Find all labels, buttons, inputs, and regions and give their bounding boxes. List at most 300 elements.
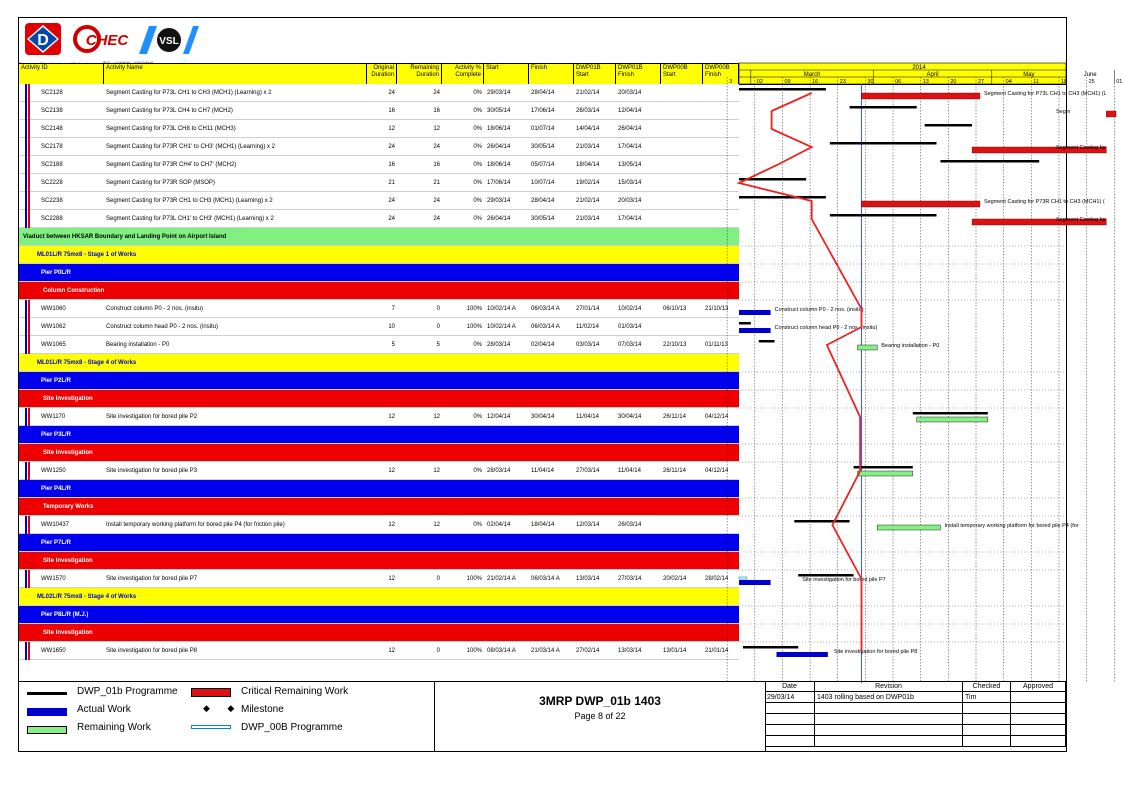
cell-rd: 24 bbox=[433, 198, 440, 204]
cell-f0 bbox=[705, 210, 739, 228]
cell-name: Segment Casting for P73R CH1 to CH3 (MCH1) (Learning) x 2 bbox=[106, 198, 273, 204]
cell-od: 21 bbox=[388, 180, 395, 186]
group-title: Site Investigation bbox=[43, 450, 93, 456]
group-title: Site Investigation bbox=[43, 396, 93, 402]
actual-work-bar bbox=[777, 652, 828, 657]
cell-start: 30/05/14 bbox=[487, 108, 511, 114]
group-title: Pier P3L/R bbox=[41, 432, 72, 438]
group-title: ML01L/R 75mx8 - Stage 1 of Works bbox=[37, 252, 137, 258]
cell-name: Install temporary working platform for bored pile P4 (for friction pile) bbox=[106, 522, 285, 528]
rev-header-revision: Revision bbox=[815, 681, 963, 692]
cell-pct: 100% bbox=[466, 324, 482, 330]
row-level-marker bbox=[25, 84, 27, 102]
gantt-bar-label: Site investigation for bored pile P8 bbox=[833, 649, 918, 655]
cell-f1: 17/04/14 bbox=[618, 216, 642, 222]
cell-start: 12/04/14 bbox=[487, 414, 511, 420]
row-level-marker bbox=[28, 120, 30, 138]
rev-empty-cell bbox=[815, 714, 963, 725]
cell-s0: 22/10/13 bbox=[663, 342, 687, 348]
rev-empty-cell bbox=[765, 703, 815, 714]
legend-actual-label: Actual Work bbox=[77, 704, 131, 715]
group-title: Pier P0L/R bbox=[41, 270, 72, 276]
dwp01b-bar bbox=[830, 142, 937, 145]
cell-s0 bbox=[663, 138, 703, 156]
dwp01b-bar bbox=[940, 160, 1039, 163]
cell-f1: 13/03/14 bbox=[618, 648, 642, 654]
cell-name: Site investigation for bored pile P3 bbox=[106, 468, 198, 474]
group-header-row[interactable] bbox=[19, 246, 739, 264]
cell-pct: 0% bbox=[473, 198, 482, 204]
cell-s1: 27/03/14 bbox=[576, 468, 600, 474]
cell-s1: 12/03/14 bbox=[576, 522, 600, 528]
timescale-week: 27 bbox=[978, 79, 985, 85]
group-header-row[interactable] bbox=[19, 534, 739, 552]
cell-pct: 100% bbox=[466, 576, 482, 582]
table-row[interactable] bbox=[19, 318, 739, 336]
cell-s1: 11/04/14 bbox=[576, 414, 599, 420]
row-level-marker bbox=[28, 138, 30, 156]
cell-id: SC2188 bbox=[41, 162, 63, 168]
cell-finish: 28/04/14 bbox=[531, 198, 555, 204]
gantt-bar-label: Construct column P0 - 2 nos. (insitu) bbox=[774, 307, 864, 313]
table-row[interactable] bbox=[19, 138, 739, 156]
cell-s1: 21/03/14 bbox=[576, 144, 600, 150]
timescale-week: 23 bbox=[839, 79, 846, 85]
cell-rd: 16 bbox=[433, 162, 440, 168]
col-activity-name[interactable]: Activity Name bbox=[104, 64, 367, 84]
cell-finish: 06/03/14 A bbox=[531, 576, 560, 582]
timescale-week: 18 bbox=[1060, 79, 1068, 85]
rev-empty-cell bbox=[1011, 714, 1066, 725]
legend-remaining-swatch bbox=[27, 726, 67, 734]
cell-start: 29/03/14 bbox=[487, 90, 511, 96]
table-row[interactable] bbox=[19, 570, 739, 588]
cell-s1: 18/04/14 bbox=[576, 162, 600, 168]
col-finish[interactable]: Finish bbox=[529, 64, 574, 84]
timescale-week: 06 bbox=[895, 79, 902, 85]
cell-od: 12 bbox=[388, 522, 395, 528]
cell-start: 28/03/14 bbox=[487, 468, 511, 474]
legend-dwp01b-swatch bbox=[27, 692, 67, 695]
group-title: Pier P7L/R bbox=[41, 540, 72, 546]
cell-name: Segment Casting for P73R CH4' to CH7' (MCH2) bbox=[106, 162, 237, 168]
rev-empty-cell bbox=[765, 714, 815, 725]
cell-s0: 06/10/13 bbox=[663, 306, 687, 312]
cell-s0: 13/01/14 bbox=[663, 648, 687, 654]
milestone-icon: ◆ ◆ bbox=[203, 703, 235, 713]
cell-f1: 07/03/14 bbox=[618, 342, 642, 348]
cell-pct: 0% bbox=[473, 90, 482, 96]
cell-f1: 17/04/14 bbox=[618, 144, 642, 150]
dwp01b-bar bbox=[913, 412, 988, 415]
table-row[interactable] bbox=[19, 642, 739, 660]
cell-id: WW10437 bbox=[41, 522, 70, 528]
page-number: Page 8 of 22 bbox=[574, 711, 626, 721]
cell-f1: 11/04/14 bbox=[618, 468, 641, 474]
cell-s1: 27/02/14 bbox=[576, 648, 600, 654]
cell-od: 16 bbox=[388, 162, 395, 168]
group-header-row[interactable] bbox=[19, 588, 739, 606]
cell-f0 bbox=[705, 138, 739, 156]
row-level-marker bbox=[28, 408, 30, 426]
dwp01b-bar bbox=[759, 340, 775, 343]
gantt-bar-label: Segment Casting for bbox=[1056, 217, 1107, 223]
group-header-row[interactable] bbox=[19, 624, 739, 642]
cell-id: SC2288 bbox=[41, 216, 63, 222]
row-level-marker bbox=[28, 516, 30, 534]
table-row[interactable] bbox=[19, 84, 739, 102]
table-row[interactable] bbox=[19, 462, 739, 480]
dragages-logo bbox=[23, 21, 63, 57]
cell-s1: 19/02/14 bbox=[576, 180, 600, 186]
rev-header-date: Date bbox=[765, 681, 815, 692]
cell-finish: 30/05/14 bbox=[531, 144, 555, 150]
cell-s1: 26/03/14 bbox=[576, 108, 600, 114]
cell-id: SC2228 bbox=[41, 180, 63, 186]
cell-id: WW1170 bbox=[41, 414, 66, 420]
rev-header-checked: Checked bbox=[963, 681, 1011, 692]
table-row[interactable] bbox=[19, 156, 739, 174]
remaining-work-bar bbox=[917, 417, 988, 422]
rev-empty-cell bbox=[1011, 725, 1066, 736]
cell-id: WW1060 bbox=[41, 306, 66, 312]
timescale-week: 16 bbox=[812, 79, 819, 85]
remaining-work-bar bbox=[858, 345, 878, 350]
col-dwp01b-finish[interactable]: DWP01B Finish bbox=[616, 64, 661, 84]
table-row[interactable] bbox=[19, 336, 739, 354]
svg-text:VSL: VSL bbox=[159, 36, 179, 47]
col-percent-complete[interactable]: Activity % Complete bbox=[442, 64, 484, 84]
cell-name: Segment Casting for P73R SOP (MSOP) bbox=[106, 180, 215, 186]
row-level-marker bbox=[25, 138, 27, 156]
cell-finish: 28/04/14 bbox=[531, 90, 555, 96]
cell-name: Segment Casting for P73L CH8 to CH11 (MCH3) bbox=[106, 126, 236, 132]
row-level-marker bbox=[28, 192, 30, 210]
group-header-row[interactable] bbox=[19, 228, 739, 246]
cell-name: Site investigation for bored pile P7 bbox=[106, 576, 198, 582]
timescale-month: June bbox=[1083, 72, 1097, 78]
rev-empty-cell bbox=[815, 725, 963, 736]
table-row[interactable] bbox=[19, 300, 739, 318]
row-level-marker bbox=[25, 642, 27, 660]
table-row[interactable] bbox=[19, 192, 739, 210]
dwp01b-bar bbox=[830, 214, 937, 217]
cell-pct: 0% bbox=[473, 162, 482, 168]
timescale-month: March bbox=[803, 72, 821, 78]
timescale-month: April bbox=[926, 72, 939, 78]
cell-id: WW1065 bbox=[41, 342, 66, 348]
table-row[interactable] bbox=[19, 102, 739, 120]
cell-od: 7 bbox=[391, 306, 395, 312]
cell-od: 12 bbox=[388, 648, 395, 654]
row-level-marker bbox=[25, 120, 27, 138]
group-title: Pier P2L/R bbox=[41, 378, 72, 384]
cell-f1: 10/02/14 bbox=[618, 306, 642, 312]
row-level-marker bbox=[25, 156, 27, 174]
cell-f0 bbox=[705, 174, 739, 192]
cell-start: 10/02/14 A bbox=[487, 306, 516, 312]
gantt-bar-label: Bearing installation - P0 bbox=[881, 343, 940, 349]
cell-s1: 21/02/14 bbox=[576, 198, 600, 204]
col-dwp00b-start[interactable]: DWP00B Start bbox=[661, 64, 703, 84]
cell-rd: 24 bbox=[433, 216, 440, 222]
rev-checked: Tim bbox=[963, 692, 1011, 703]
col-activity-id[interactable]: Activity ID bbox=[19, 64, 104, 84]
cell-f1: 20/03/14 bbox=[618, 90, 642, 96]
group-title: Viaduct between HKSAR Boundary and Landing Point on Airport Island bbox=[23, 234, 227, 240]
cell-pct: 0% bbox=[473, 522, 482, 528]
col-dwp01b-start[interactable]: DWP01B Start bbox=[574, 64, 616, 84]
cell-od: 5 bbox=[391, 342, 395, 348]
gantt-bar-label: Segment Casting for P73R CH1 to CH3 (MCH1) ( bbox=[983, 199, 1105, 205]
group-header-row[interactable] bbox=[19, 354, 739, 372]
cell-finish: 21/03/14 A bbox=[531, 648, 560, 654]
rev-empty-cell bbox=[963, 714, 1011, 725]
actual-work-bar bbox=[739, 580, 771, 585]
timescale-week: 04 bbox=[1005, 79, 1012, 85]
cell-s1: 21/02/14 bbox=[576, 90, 600, 96]
row-level-marker bbox=[25, 300, 27, 318]
schedule-page bbox=[18, 17, 1123, 752]
col-dwp00b-finish[interactable]: DWP00B Finish bbox=[703, 64, 739, 84]
cell-start: 18/06/14 bbox=[487, 162, 511, 168]
dwp01b-bar bbox=[739, 322, 751, 325]
cell-f1: 26/03/14 bbox=[618, 522, 642, 528]
svg-text:D: D bbox=[37, 32, 49, 49]
group-header-row[interactable] bbox=[19, 498, 739, 516]
gantt-bar-label: Site investigation for bored pile P7 bbox=[802, 577, 886, 583]
gantt-bar-label: Install temporary working platform for bored pile P4 (for bbox=[944, 523, 1079, 529]
timescale-week: 01 bbox=[1116, 79, 1123, 85]
row-level-marker bbox=[28, 174, 30, 192]
cell-od: 12 bbox=[388, 414, 395, 420]
actual-work-bar bbox=[739, 328, 771, 333]
cell-start: 28/03/14 bbox=[487, 342, 511, 348]
rev-approved bbox=[1011, 692, 1066, 703]
rev-empty-cell bbox=[815, 703, 963, 714]
timescale-week: 20 bbox=[950, 79, 957, 85]
rev-empty-cell bbox=[1011, 736, 1066, 747]
row-level-marker bbox=[25, 516, 27, 534]
cell-f0: 28/02/14 bbox=[705, 576, 729, 582]
timescale-week: 30 bbox=[867, 79, 874, 85]
cell-pct: 100% bbox=[466, 306, 482, 312]
cell-f1: 12/04/14 bbox=[618, 108, 642, 114]
rev-header-approved: Approved bbox=[1011, 681, 1066, 692]
cell-f1: 30/04/14 bbox=[618, 414, 642, 420]
cell-pct: 0% bbox=[473, 468, 482, 474]
row-level-marker bbox=[28, 102, 30, 120]
row-level-marker bbox=[28, 570, 30, 588]
group-title: Pier P4L/R bbox=[41, 486, 72, 492]
cell-name: Site investigation for bored pile P8 bbox=[106, 648, 198, 654]
cell-start: 18/06/14 bbox=[487, 126, 511, 132]
cell-finish: 30/05/14 bbox=[531, 216, 555, 222]
group-header-row[interactable] bbox=[19, 282, 739, 300]
cell-f0: 21/01/14 bbox=[705, 648, 729, 654]
row-level-marker bbox=[28, 210, 30, 228]
rev-empty-cell bbox=[765, 736, 815, 747]
legend-dwp00b-label: DWP_00B Programme bbox=[241, 722, 343, 733]
cell-s1: 14/04/14 bbox=[576, 126, 600, 132]
remaining-work-bar bbox=[877, 525, 940, 530]
cell-f0 bbox=[705, 318, 739, 336]
row-level-marker bbox=[25, 462, 27, 480]
cell-f1: 27/03/14 bbox=[618, 576, 642, 582]
cell-od: 24 bbox=[388, 216, 395, 222]
cell-pct: 0% bbox=[473, 414, 482, 420]
table-row[interactable] bbox=[19, 516, 739, 534]
cell-name: Segment Casting for P73L CH4 to CH7 (MCH2) bbox=[106, 108, 233, 114]
cell-f0: 04/12/14 bbox=[705, 414, 729, 420]
cell-id: SC2238 bbox=[41, 198, 63, 204]
cell-s0 bbox=[663, 102, 703, 120]
gantt-bar-label: Segm bbox=[1056, 109, 1071, 115]
cell-f1: 15/03/14 bbox=[618, 180, 642, 186]
cell-f0 bbox=[705, 84, 739, 102]
row-level-marker bbox=[28, 642, 30, 660]
rev-empty-cell bbox=[765, 725, 815, 736]
cell-pct: 0% bbox=[473, 144, 482, 150]
cell-s0: 26/11/14 bbox=[663, 468, 686, 474]
cell-finish: 10/07/14 bbox=[531, 180, 555, 186]
dwp00b-bar bbox=[739, 577, 747, 579]
rev-empty-cell bbox=[963, 725, 1011, 736]
rev-description: 1403 rolling based on DWP01b bbox=[815, 692, 963, 703]
document-title: 3MRP DWP_01b 1403 bbox=[539, 694, 661, 708]
cell-id: SC2128 bbox=[41, 90, 63, 96]
actual-work-bar bbox=[739, 310, 771, 315]
group-header-row[interactable] bbox=[19, 444, 739, 462]
group-title: Pier P8L/R (M.J.) bbox=[41, 612, 89, 618]
gantt-bar-label: Segment Casting for bbox=[1056, 145, 1107, 151]
cell-start: 26/04/14 bbox=[487, 144, 511, 150]
gantt-bar-label: Construct column head P0 - 2 nos. (insitu) bbox=[774, 325, 878, 331]
legend-milestone-label: Milestone bbox=[241, 704, 284, 715]
gantt-bar-label: Segment Casting for P73L CH1 to CH3 (MCH1) (L bbox=[983, 91, 1107, 97]
group-header-row[interactable] bbox=[19, 390, 739, 408]
cell-s0 bbox=[663, 120, 703, 138]
cell-f0: 01/11/13 bbox=[705, 342, 728, 348]
cell-pct: 0% bbox=[473, 126, 482, 132]
group-title: ML02L/R 75mx8 - Stage 4 of Works bbox=[37, 594, 137, 600]
cell-f1: 01/03/14 bbox=[618, 324, 642, 330]
cell-s1: 27/01/14 bbox=[576, 306, 600, 312]
rev-empty-cell bbox=[815, 736, 963, 747]
svg-text:CHEC: CHEC bbox=[85, 32, 129, 49]
col-remaining-duration[interactable]: Remaining Duration bbox=[397, 64, 442, 84]
group-title: Column Construction bbox=[43, 288, 105, 294]
dwp01b-bar bbox=[850, 106, 917, 109]
row-level-marker bbox=[28, 336, 30, 354]
cell-s0 bbox=[663, 156, 703, 174]
col-original-duration[interactable]: Original Duration bbox=[367, 64, 397, 84]
cell-name: Segment Casting for P73L CH1' to CH3' (MCH1) (Learning) x 2 bbox=[106, 216, 274, 222]
timescale-year: 2014 bbox=[912, 65, 926, 71]
group-header-row[interactable] bbox=[19, 480, 739, 498]
group-header-row[interactable] bbox=[19, 426, 739, 444]
row-level-marker bbox=[28, 156, 30, 174]
rev-empty-cell bbox=[963, 736, 1011, 747]
cell-finish: 05/07/14 bbox=[531, 162, 555, 168]
cell-f1: 26/04/14 bbox=[618, 126, 642, 132]
cell-rd: 24 bbox=[433, 144, 440, 150]
timescale-month: May bbox=[1023, 72, 1035, 78]
cell-od: 10 bbox=[388, 324, 395, 330]
cell-id: WW1570 bbox=[41, 576, 66, 582]
table-row[interactable] bbox=[19, 210, 739, 228]
timescale-week: 11 bbox=[1033, 79, 1040, 85]
cell-s0 bbox=[663, 174, 703, 192]
cell-start: 26/04/14 bbox=[487, 216, 511, 222]
cell-id: WW1250 bbox=[41, 468, 66, 474]
timescale-week: 13 bbox=[922, 79, 929, 85]
row-level-marker bbox=[28, 462, 30, 480]
cell-rd: 12 bbox=[433, 522, 440, 528]
timescale-week: 3 bbox=[729, 79, 733, 85]
table-row[interactable] bbox=[19, 120, 739, 138]
cell-start: 10/02/14 A bbox=[487, 324, 516, 330]
cell-s0 bbox=[663, 516, 703, 534]
dwp01b-bar bbox=[794, 520, 849, 523]
cell-od: 16 bbox=[388, 108, 395, 114]
cell-rd: 0 bbox=[436, 648, 440, 654]
cell-s0: 20/02/14 bbox=[663, 576, 687, 582]
dwp01b-bar bbox=[854, 466, 913, 469]
timescale-week: 09 bbox=[784, 79, 791, 85]
cell-id: SC2178 bbox=[41, 144, 63, 150]
dwp01b-bar bbox=[739, 196, 826, 199]
row-level-marker bbox=[25, 408, 27, 426]
row-level-marker bbox=[25, 192, 27, 210]
table-row[interactable] bbox=[19, 174, 739, 192]
cell-finish: 01/07/14 bbox=[531, 126, 555, 132]
vsl-logo bbox=[139, 22, 199, 56]
cell-s0 bbox=[663, 192, 703, 210]
title-block bbox=[434, 681, 766, 751]
legend-dwp00b-swatch bbox=[191, 725, 231, 729]
cell-id: SC2148 bbox=[41, 126, 63, 132]
remaining-work-bar bbox=[858, 471, 913, 476]
critical-work-bar bbox=[1106, 111, 1116, 117]
group-header-row[interactable] bbox=[19, 372, 739, 390]
row-level-marker bbox=[28, 318, 30, 336]
timescale-week: 02 bbox=[756, 79, 763, 85]
group-header-row[interactable] bbox=[19, 264, 739, 282]
timescale-week: 25 bbox=[1088, 79, 1095, 85]
cell-pct: 100% bbox=[466, 648, 482, 654]
cell-id: WW1062 bbox=[41, 324, 66, 330]
cell-name: Segment Casting for P73L CH1 to CH3 (MCH1) (Learning) x 2 bbox=[106, 90, 272, 96]
cell-f0: 21/10/13 bbox=[705, 306, 729, 312]
cell-name: Site investigation for bored pile P2 bbox=[106, 414, 198, 420]
legend-critical-swatch bbox=[191, 688, 231, 697]
row-level-marker bbox=[25, 570, 27, 588]
group-header-row[interactable] bbox=[19, 606, 739, 624]
cell-f0 bbox=[705, 156, 739, 174]
cell-rd: 16 bbox=[433, 108, 440, 114]
cell-pct: 0% bbox=[473, 216, 482, 222]
cell-f0 bbox=[705, 192, 739, 210]
group-header-row[interactable] bbox=[19, 552, 739, 570]
table-row[interactable] bbox=[19, 408, 739, 426]
legend-actual-swatch bbox=[27, 708, 67, 716]
cell-name: Construct column P0 - 2 nos. (insitu) bbox=[106, 306, 204, 312]
cell-finish: 02/04/14 bbox=[531, 342, 555, 348]
col-start[interactable]: Start bbox=[484, 64, 529, 84]
cell-s0 bbox=[663, 210, 703, 228]
cell-name: Segment Casting for P73R CH1' to CH3' (MCH1) (Learning) x 2 bbox=[106, 144, 276, 150]
